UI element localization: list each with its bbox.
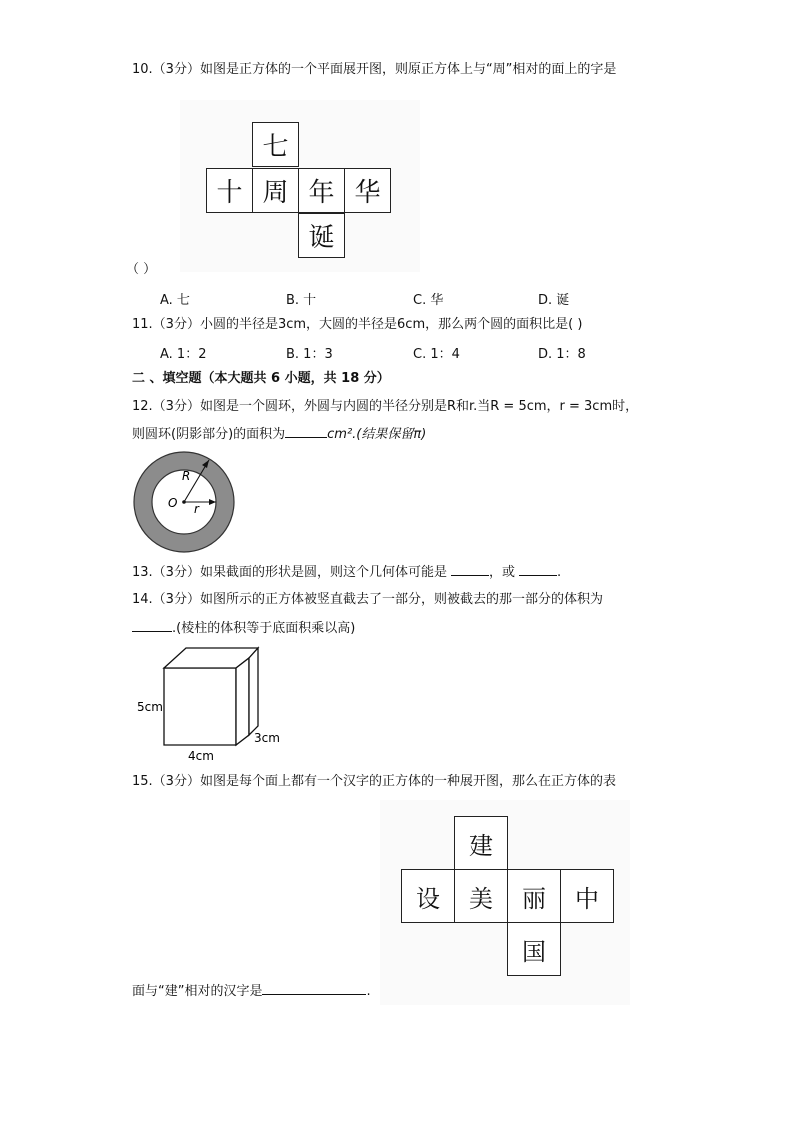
- q13-answer-blank-1[interactable]: [451, 563, 489, 576]
- q15-net-face-1: 设: [401, 869, 455, 923]
- q13-stem-end: .: [556, 565, 562, 580]
- q15-net-face-4: 中: [560, 869, 614, 923]
- q15-net-face-2: 美: [454, 869, 508, 923]
- q10-net-face-bottom: 诞: [298, 213, 345, 258]
- q12-stem-line2-b: cm².(结果保留π): [327, 427, 427, 442]
- q14-label-width: 4cm: [188, 749, 214, 763]
- q11-stem: 11.（3分）小圆的半径是3cm，大圆的半径是6cm，那么两个圆的面积比是( ): [132, 317, 583, 332]
- q10-stem: 10.（3分）如图是正方体的一个平面展开图，则原正方体上与“周”相对的面上的字是: [132, 62, 617, 77]
- q14-label-height: 5cm: [137, 700, 163, 714]
- q15-stem-line2: [132, 982, 371, 1001]
- q10-net-face-3: 年: [298, 168, 345, 213]
- q13-stem-mid: ，或: [488, 565, 515, 580]
- q11-option-d[interactable]: D. 1：8: [538, 347, 586, 362]
- q14-side-face: [249, 648, 258, 735]
- q10-option-c[interactable]: C. 华: [413, 293, 444, 308]
- q12-label-R: R: [182, 469, 191, 483]
- section-2-title: 二 、填空题（本大题共 6 小题，共 18 分）: [132, 371, 390, 386]
- q10-answer-paren: （ ）: [126, 262, 157, 277]
- q13-stem: [132, 563, 561, 582]
- q14-stem-line2: [132, 619, 355, 638]
- q14-stem-line2-text: .(棱柱的体积等于底面积乘以高): [172, 621, 356, 636]
- q10-option-a[interactable]: A. 七: [160, 293, 190, 308]
- q10-net-face-2: 周: [252, 168, 299, 213]
- q15-answer-blank[interactable]: [262, 982, 366, 995]
- q13-answer-blank-2[interactable]: [519, 563, 557, 576]
- q15-cube-net: [380, 800, 630, 1005]
- q11-option-a[interactable]: A. 1：2: [160, 347, 207, 362]
- q14-cut-cube-figure: [132, 642, 292, 768]
- q12-label-r: r: [194, 502, 199, 516]
- q12-stem-line2-a: 则圆环(阴影部分)的面积为: [132, 427, 286, 442]
- q14-answer-blank[interactable]: [132, 619, 172, 632]
- q15-stem-line2-text: 面与“建”相对的汉字是: [132, 984, 263, 999]
- q10-net-face-top: 七: [252, 122, 299, 167]
- q14-cut-face: [236, 658, 249, 745]
- q15-net-face-3: 丽: [507, 869, 561, 923]
- q10-net-face-1: 十: [206, 168, 253, 213]
- q12-stem-line2: [132, 425, 426, 444]
- q11-option-c[interactable]: C. 1：4: [413, 347, 460, 362]
- q15-stem-line1: 15.（3分）如图是每个面上都有一个汉字的正方体的一种展开图，那么在正方体的表: [132, 774, 616, 789]
- q12-ring-figure: [130, 450, 240, 554]
- q15-net-face-top: 建: [454, 816, 508, 870]
- q13-stem-a: 13.（3分）如果截面的形状是圆，则这个几何体可能是: [132, 565, 447, 580]
- q10-cube-net: [180, 100, 420, 272]
- q15-stem-end: .: [366, 984, 371, 999]
- q12-label-O: O: [168, 496, 178, 510]
- q10-net-face-4: 华: [344, 168, 391, 213]
- q12-stem-line1: 12.（3分）如图是一个圆环，外圆与内圆的半径分别是R和r.当R = 5cm，r = 3cm时，: [132, 399, 639, 414]
- q15-net-face-bottom: 国: [507, 922, 561, 976]
- q14-front-face: [164, 668, 236, 745]
- q14-label-depth: 3cm: [254, 731, 280, 745]
- q10-option-d[interactable]: D. 诞: [538, 293, 570, 308]
- q11-option-b[interactable]: B. 1：3: [286, 347, 333, 362]
- q12-center-point: [182, 500, 186, 504]
- q12-answer-blank[interactable]: [285, 425, 327, 438]
- q10-option-b[interactable]: B. 十: [286, 293, 317, 308]
- q14-stem-line1: 14.（3分）如图所示的正方体被竖直截去了一部分，则被截去的那一部分的体积为: [132, 592, 603, 607]
